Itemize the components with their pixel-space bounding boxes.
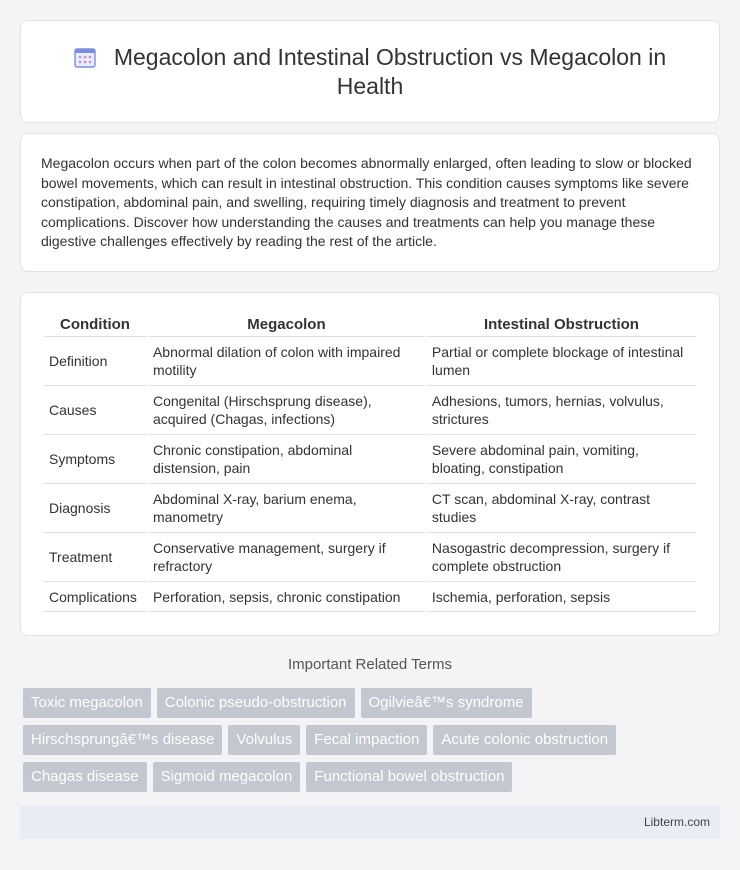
related-term-tag[interactable]: Acute colonic obstruction (433, 725, 616, 755)
row-label: Definition (44, 337, 146, 386)
related-term-tag[interactable]: Sigmoid megacolon (153, 762, 301, 792)
comparison-table (42, 311, 698, 612)
related-term-tag[interactable]: Colonic pseudo-obstruction (157, 688, 355, 718)
related-term-tag[interactable]: Toxic megacolon (23, 688, 151, 718)
obstruction-cell: Adhesions, tumors, hernias, volvulus, strictures (427, 386, 696, 435)
table-row (44, 533, 696, 582)
related-term-tag[interactable]: Fecal impaction (306, 725, 427, 755)
table-row (44, 386, 696, 435)
page-title: Megacolon and Intestinal Obstruction vs Megacolon in Health (113, 43, 667, 99)
table-row (44, 484, 696, 533)
obstruction-cell: CT scan, abdominal X-ray, contrast studies (427, 484, 696, 533)
megacolon-cell: Chronic constipation, abdominal distension, pain (148, 435, 425, 484)
related-term-tag[interactable]: Chagas disease (23, 762, 147, 792)
table-row (44, 435, 696, 484)
header-megacolon: Megacolon (148, 311, 425, 337)
related-term-tag[interactable]: Hirschsprungâ€™s disease (23, 725, 222, 755)
row-label: Complications (44, 582, 146, 612)
related-terms-heading: Important Related Terms (288, 656, 452, 673)
obstruction-cell: Ischemia, perforation, sepsis (427, 582, 696, 612)
title-card (20, 20, 720, 123)
related-term-tag[interactable]: Volvulus (228, 725, 300, 755)
calendar-grid-icon (74, 46, 96, 68)
header-intestinal-obstruction: Intestinal Obstruction (427, 311, 696, 337)
footer-site-link[interactable]: Libterm.com (643, 815, 710, 829)
row-label: Causes (44, 386, 146, 435)
obstruction-cell: Partial or complete blockage of intestinal lumen (427, 337, 696, 386)
header-condition: Condition (44, 311, 146, 337)
row-label: Diagnosis (44, 484, 146, 533)
intro-paragraph: Megacolon occurs when part of the colon becomes abnormally enlarged, often leading to slow or blocked bowel movements, which can result in intestinal obstruction. This condition causes symptoms like severe constipation, abdominal pain, and swelling, requiring timely diagnosis and treatment to prevent complications. Discover how understanding the causes and treatments can help you manage these digestive challenges effectively by reading the rest of the article. (41, 155, 692, 249)
megacolon-cell: Conservative management, surgery if refractory (148, 533, 425, 582)
megacolon-cell: Congenital (Hirschsprung disease), acquired (Chagas, infections) (148, 386, 425, 435)
row-label: Symptoms (44, 435, 146, 484)
table-row (44, 337, 696, 386)
related-terms-list (23, 688, 703, 792)
obstruction-cell: Severe abdominal pain, vomiting, bloating, constipation (427, 435, 696, 484)
obstruction-cell: Nasogastric decompression, surgery if complete obstruction (427, 533, 696, 582)
table-row (44, 582, 696, 612)
page-title-wrap (51, 43, 689, 101)
related-term-tag[interactable]: Functional bowel obstruction (306, 762, 512, 792)
comparison-table-card (20, 292, 720, 636)
table-header-row (44, 311, 696, 337)
footer-bar (20, 806, 720, 839)
intro-card (20, 133, 720, 272)
megacolon-cell: Abnormal dilation of colon with impaired motility (148, 337, 425, 386)
megacolon-cell: Abdominal X-ray, barium enema, manometry (148, 484, 425, 533)
related-term-tag[interactable]: Ogilvieâ€™s syndrome (361, 688, 532, 718)
megacolon-cell: Perforation, sepsis, chronic constipation (148, 582, 425, 612)
row-label: Treatment (44, 533, 146, 582)
